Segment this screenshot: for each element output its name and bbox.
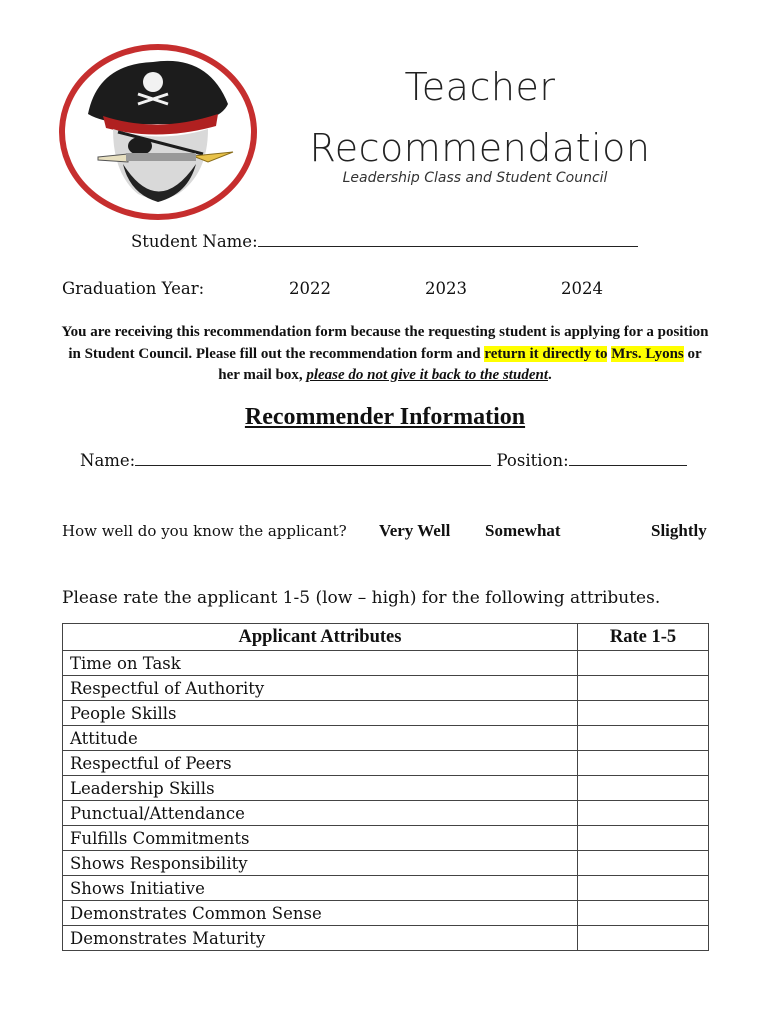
option-somewhat[interactable]: Somewhat [485,521,561,540]
attributes-column-header: Applicant Attributes [63,624,578,651]
rate-cell[interactable] [578,726,709,751]
rate-cell[interactable] [578,776,709,801]
table-row [63,851,709,876]
student-name-field[interactable] [258,232,638,247]
rate-cell[interactable] [578,676,709,701]
option-slightly[interactable]: Slightly [651,521,707,540]
rate-column-header: Rate 1-5 [578,624,709,651]
attribute-name: Punctual/Attendance [63,801,578,826]
year-option-2022[interactable]: 2022 [289,279,331,298]
rate-cell[interactable] [578,876,709,901]
table-row [63,651,709,676]
attribute-name: People Skills [63,701,578,726]
year-option-2024[interactable]: 2024 [561,279,603,298]
attribute-name: Fulfills Commitments [63,826,578,851]
table-row [63,901,709,926]
table-row [63,726,709,751]
graduation-year-label: Graduation Year: [62,279,205,298]
rate-cell[interactable] [578,901,709,926]
attribute-name: Demonstrates Common Sense [63,901,578,926]
page-subtitle: Leadership Class and Student Council [342,170,608,186]
attribute-name: Time on Task [63,651,578,676]
attribute-name: Shows Initiative [63,876,578,901]
attribute-name: Shows Responsibility [63,851,578,876]
rate-cell[interactable] [578,926,709,951]
attribute-name: Respectful of Authority [63,676,578,701]
attribute-name: Demonstrates Maturity [63,926,578,951]
attribute-name: Respectful of Peers [63,751,578,776]
table-row [63,826,709,851]
page-title-line-2: Recommendation [309,126,651,170]
rate-cell[interactable] [578,826,709,851]
attributes-table [62,623,709,951]
table-row [63,876,709,901]
recommender-name-field[interactable] [135,451,491,466]
table-row [63,801,709,826]
table-row [63,676,709,701]
table-row [63,776,709,801]
table-row [63,751,709,776]
rate-cell[interactable] [578,751,709,776]
table-row [63,701,709,726]
recommender-position-field[interactable] [569,451,687,466]
rate-cell[interactable] [578,851,709,876]
year-option-2023[interactable]: 2023 [425,279,467,298]
student-name-row [131,232,638,251]
student-name-label: Student Name: [131,232,258,251]
instructions-notice: You are receiving this recommendation form because the requesting student is applying for a position in Student Council. Please fill out the recommendation form and return it directly to Mrs. Lyons or her mail box, please do not give it back to the student. [61,324,709,383]
recommender-position-label: Position: [496,451,569,470]
table-header-row [63,624,709,651]
option-very-well[interactable]: Very Well [379,521,451,540]
recommender-name-row [80,451,687,470]
recommender-heading: Recommender Information [244,404,526,430]
know-applicant-question: How well do you know the applicant? [62,522,347,540]
rating-instructions: Please rate the applicant 1-5 (low – high) for the following attributes. [62,588,661,608]
rate-cell[interactable] [578,651,709,676]
table-row [63,926,709,951]
page-title-line-1: Teacher [404,65,556,109]
pirate-mascot-icon [58,44,258,220]
recommender-name-label: Name: [80,451,136,470]
attribute-name: Attitude [63,726,578,751]
rate-cell[interactable] [578,701,709,726]
rate-cell[interactable] [578,801,709,826]
attribute-name: Leadership Skills [63,776,578,801]
